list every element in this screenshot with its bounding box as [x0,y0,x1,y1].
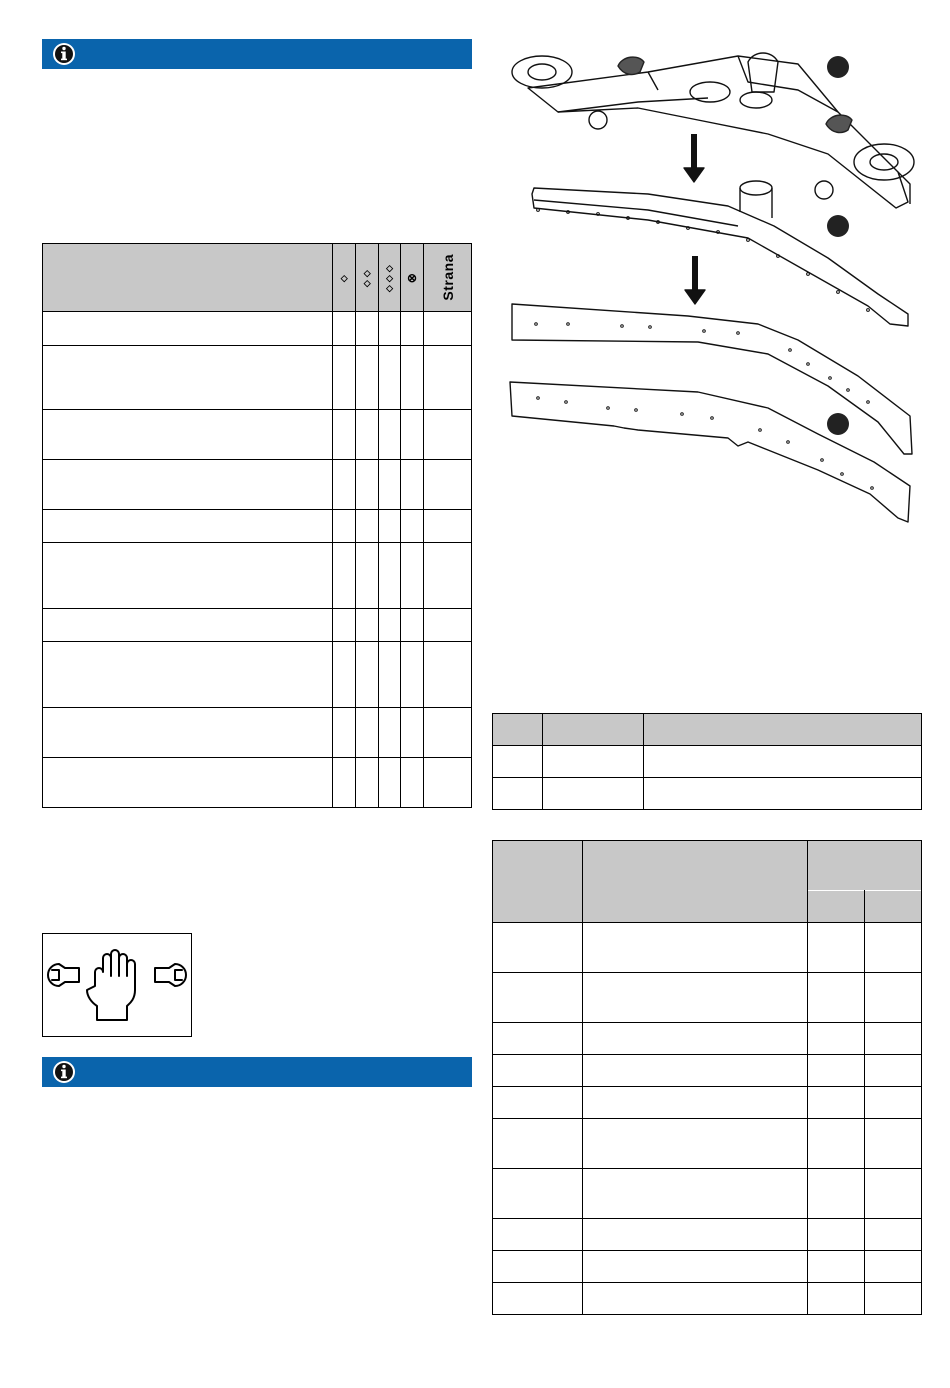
squeegee-exploded-illustration [498,42,928,532]
table-row [43,510,472,543]
protective-gloves-symbol [42,933,192,1037]
table-header [493,714,922,746]
info-bar-bottom [42,1057,472,1087]
callout-2 [827,215,849,237]
troubleshooting-table [492,840,922,1315]
info-icon [52,42,76,66]
squeegee-holder [532,181,908,326]
table-header [493,841,922,891]
info-bar-top [42,39,472,69]
callout-1 [827,56,849,78]
wear-protective-gloves-icon [43,934,191,1036]
table-row [43,642,472,708]
squeegee-blade-rear [510,382,910,522]
maintenance-table [42,243,472,808]
table-row [493,1087,922,1119]
header-symbol-weekly: ◇ ◇ [356,244,379,312]
info-icon [52,1060,76,1084]
callout-3 [827,413,849,435]
table-row [43,543,472,609]
spare-parts-table [492,713,922,810]
squeegee-blade-front [512,304,912,454]
table-row [493,1119,922,1169]
header-symbol-daily: ◇ [333,244,356,312]
header-page: Strana [424,244,472,312]
table-row [493,1023,922,1055]
table-row [493,1219,922,1251]
header-symbol-service: ⊗ [401,244,424,312]
table-row [43,609,472,642]
table-row [493,1169,922,1219]
header-symbol-monthly: ◇ ◇ ◇ [379,244,401,312]
header-description [43,244,333,312]
table-row [493,973,922,1023]
table-row [493,923,922,973]
table-row [43,758,472,808]
squeegee-frame [512,53,914,208]
table-row [493,1055,922,1087]
table-row [493,778,922,810]
table-row [493,1283,922,1315]
table-row [43,312,472,346]
table-row [493,746,922,778]
table-row [493,1251,922,1283]
table-row [43,460,472,510]
table-header [43,244,472,312]
table-row [43,410,472,460]
table-row [43,708,472,758]
table-row [43,346,472,410]
